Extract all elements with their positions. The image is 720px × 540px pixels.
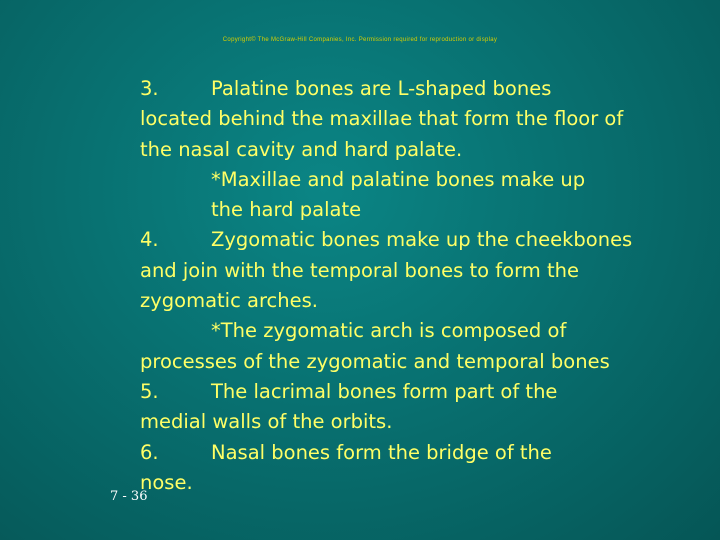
item-3-note-line-1: *Maxillae and palatine bones make up [211, 167, 586, 191]
item-4-number: 4. [140, 228, 159, 252]
item-4-continuation-1: and join with the temporal bones to form the [140, 258, 579, 282]
item-4-note-line-1: *The zygomatic arch is composed of [211, 319, 567, 343]
item-4-continuation-2: zygomatic arches. [140, 289, 318, 313]
item-3-continuation-1: located behind the maxillae that form the floor of [140, 107, 624, 131]
slide-number: 7 - 36 [110, 489, 148, 504]
item-5-text: The lacrimal bones form part of the [211, 379, 558, 403]
item-3-continuation-2: the nasal cavity and hard palate. [140, 137, 463, 161]
item-5-continuation-1: medial walls of the orbits. [140, 410, 393, 434]
item-4-note-line-2: processes of the zygomatic and temporal bones [140, 349, 610, 373]
item-4-text: Zygomatic bones make up the cheekbones [211, 228, 633, 252]
item-6-text: Nasal bones form the bridge of the [211, 440, 552, 464]
item-4-first-line [140, 225, 700, 255]
item-5-number: 5. [140, 379, 159, 403]
item-3-note-line-2: the hard palate [211, 198, 362, 222]
item-3-text: Palatine bones are L-shaped bones [211, 77, 552, 100]
item-6-continuation-1: nose. [140, 470, 193, 494]
item-6-first-line [140, 438, 700, 468]
slide-body [140, 74, 700, 498]
item-5-first-line [140, 377, 700, 407]
copyright-notice: Copyright© The McGraw-Hill Companies, Inc. Permission required for reproduction or display [222, 37, 498, 43]
item-3-first-line [140, 74, 700, 104]
item-3-number: 3. [140, 77, 159, 100]
item-6-number: 6. [140, 440, 159, 464]
